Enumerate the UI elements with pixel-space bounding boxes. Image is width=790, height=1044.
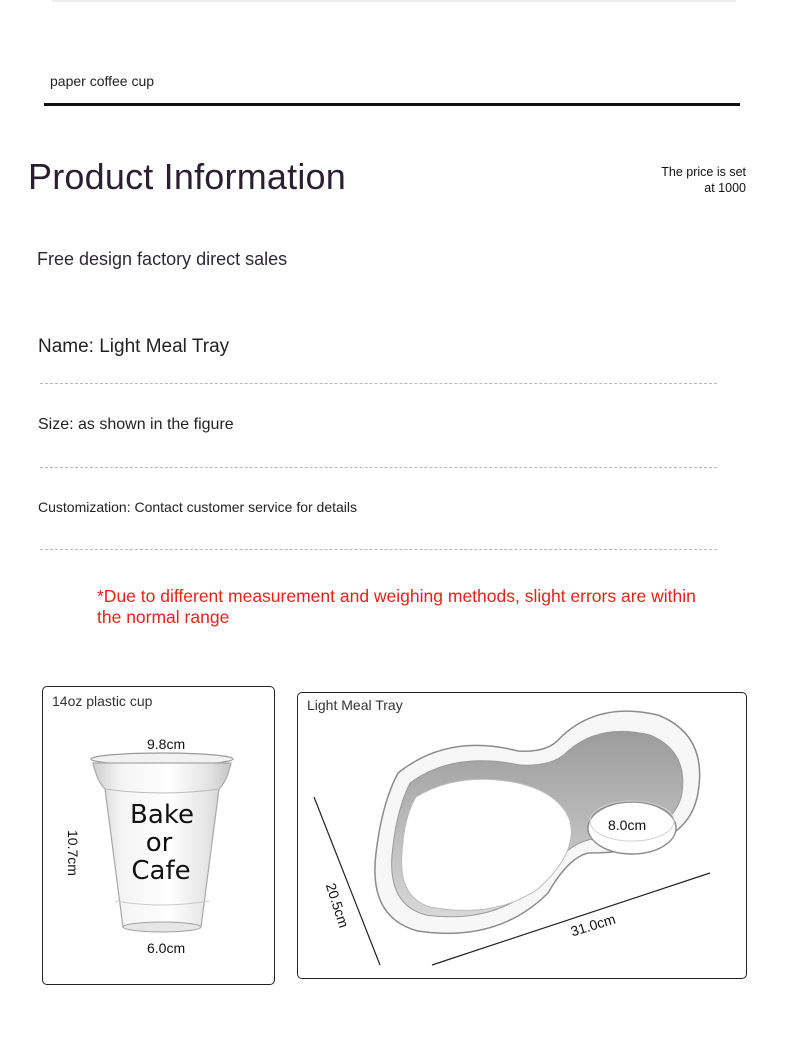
- plastic-cup-image: [87, 751, 237, 941]
- measurement-note: *Due to different measurement and weighing methods, slight errors are within the normal range: [97, 586, 696, 627]
- cup-panel: [42, 686, 275, 985]
- page-title: Product Information: [28, 156, 346, 197]
- product-size: Size: as shown in the figure: [38, 416, 234, 433]
- cup-text-bake: Bake: [130, 800, 194, 830]
- tray-length: 31.0cm: [568, 910, 618, 940]
- product-name: Name: Light Meal Tray: [38, 336, 230, 357]
- header-label: paper coffee cup: [50, 73, 155, 89]
- tray-panel: [297, 692, 747, 979]
- tray-panel-label: Light Meal Tray: [307, 697, 403, 713]
- meal-tray-image: [298, 693, 748, 980]
- dashed-divider: [40, 467, 717, 468]
- tray-width: 20.5cm: [322, 881, 353, 930]
- price-note-line2: at 1000: [704, 181, 746, 195]
- cup-height: 10.7cm: [65, 830, 81, 876]
- dashed-divider: [40, 383, 717, 384]
- cup-panel-label: 14oz plastic cup: [52, 693, 153, 709]
- price-note-line1: The price is set: [661, 165, 746, 179]
- cup-bottom-diameter: 6.0cm: [147, 940, 186, 956]
- cup-text-or: or: [145, 828, 173, 858]
- header-divider: [44, 103, 740, 106]
- product-customization: Customization: Contact customer service for details: [38, 499, 358, 515]
- tray-hole-diameter: 8.0cm: [608, 817, 647, 833]
- top-divider: [52, 0, 736, 2]
- price-note: [606, 164, 746, 196]
- dashed-divider: [40, 549, 717, 550]
- cup-text-cafe: Cafe: [131, 856, 191, 886]
- cup-top-diameter: 9.8cm: [147, 736, 186, 752]
- subtitle: Free design factory direct sales: [37, 249, 288, 269]
